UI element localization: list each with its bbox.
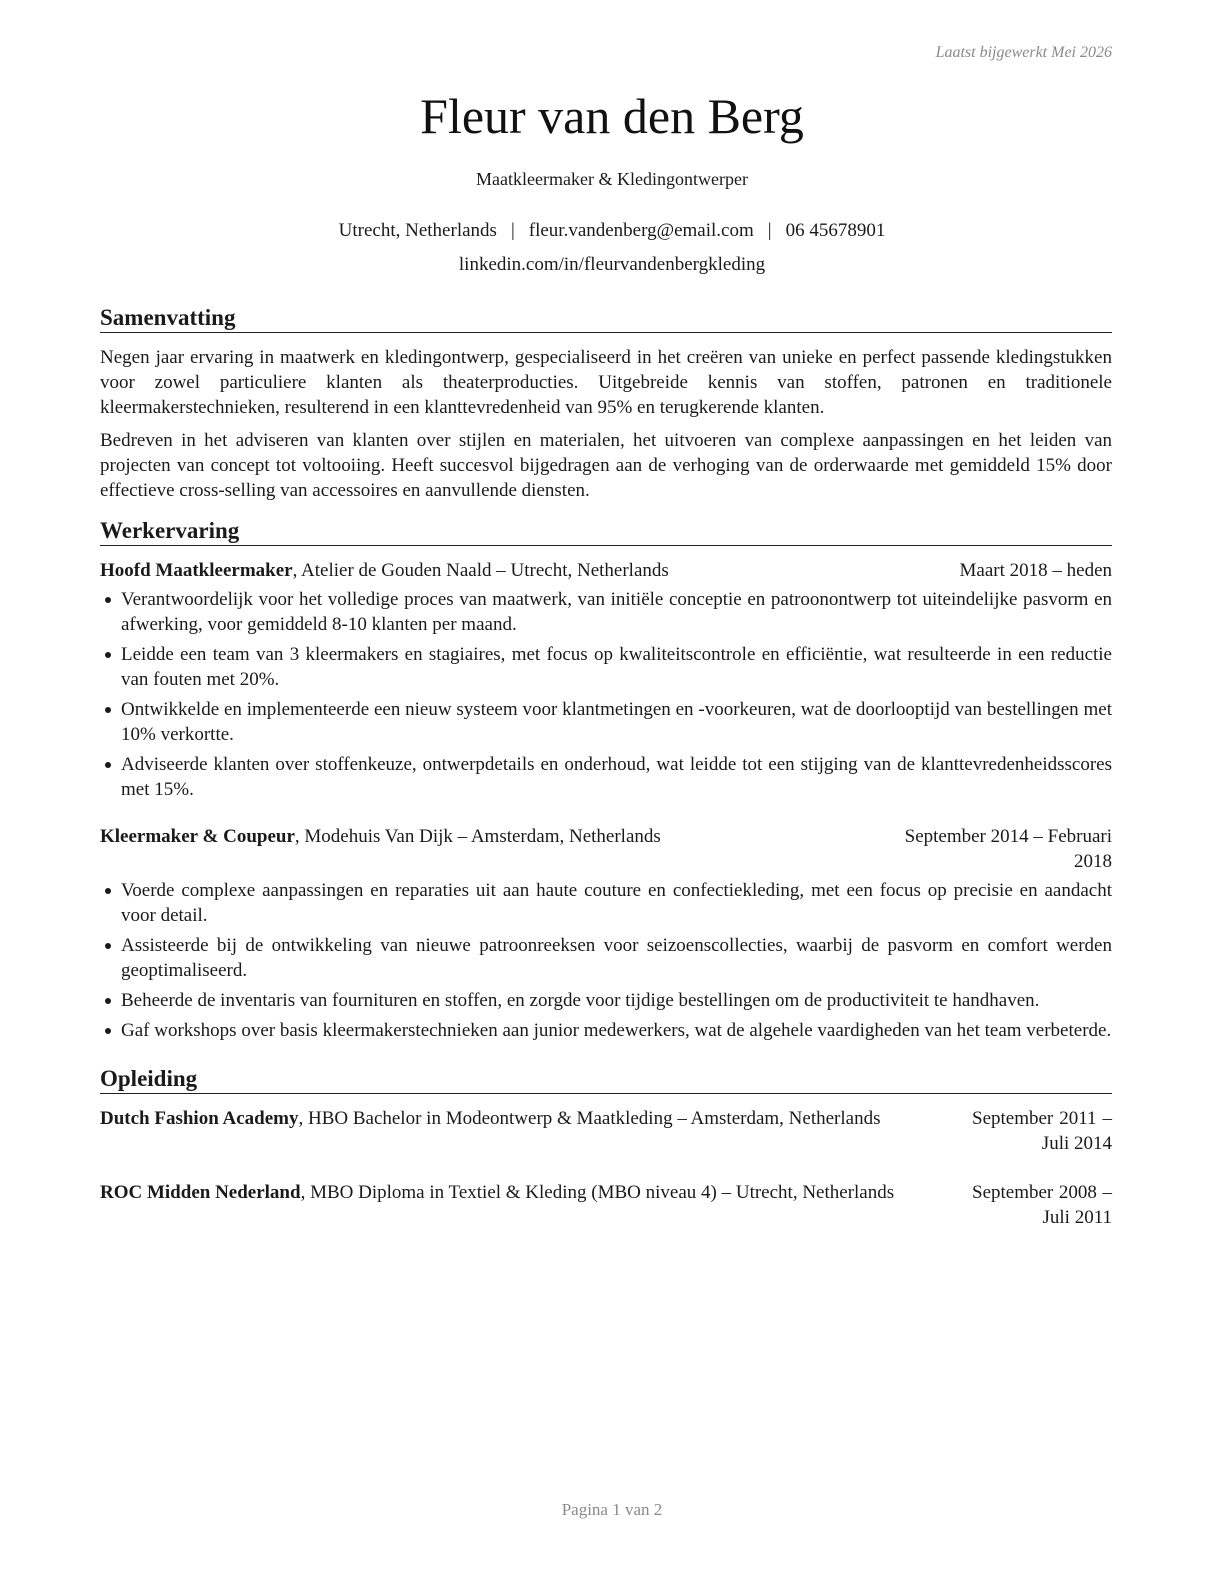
section-title-experience: Werkervaring: [100, 517, 1112, 546]
education-program: , HBO Bachelor in Modeontwerp & Maatkleding – Amsterdam, Netherlands: [298, 1108, 881, 1129]
job-header: [100, 824, 1112, 874]
separator: |: [767, 220, 772, 241]
job-bullets: [100, 878, 1112, 1043]
job-title: Maatkleermaker & Kledingontwerper: [476, 169, 748, 189]
resume-body: [100, 304, 1112, 1254]
linkedin-link[interactable]: linkedin.com/in/fleurvandenbergkleding: [458, 254, 766, 275]
job-dates: September 2014 – Februari 2018: [904, 826, 1112, 872]
summary-paragraph: Bedreven in het adviseren van klanten over stijlen en materialen, het uitvoeren van complexe aanpassingen en het leiden van projecten van concept tot voltooiing. Heeft succesvol bijgedragen aan de verhoging van de orderwaarde met gemiddeld 15% door effectieve cross-selling van accessoires en aanvullende diensten.: [100, 430, 1112, 501]
summary-paragraph: Negen jaar ervaring in maatwerk en kledingontwerp, gespecialiseerd in het creëren van unieke en perfect passende kledingstukken voor zowel particuliere klanten als theaterproducties. Uitgebreide kennis van stoffen, patronen en traditionele kleermakerstechnieken, resulterend in een klanttevredenheid van 95% en terugkerende klanten.: [100, 347, 1112, 418]
education-dates: September 2008 – Juli 2011: [972, 1182, 1112, 1228]
location: Utrecht, Netherlands: [338, 220, 497, 241]
experience-section: [100, 517, 1112, 1043]
job-bullet: Gaf workshops over basis kleermakerstechnieken aan junior medewerkers, wat de algehele vaardigheden van het team verbeterde.: [100, 1018, 1112, 1043]
job-bullet: Adviseerde klanten over stoffenkeuze, ontwerpdetails en onderhoud, wat leidde tot een stijging van de klanttevredenheidsscores met 15%.: [100, 752, 1112, 802]
education-program: , MBO Diploma in Textiel & Kleding (MBO niveau 4) – Utrecht, Netherlands: [300, 1182, 895, 1203]
education-dates: September 2011 – Juli 2014: [972, 1108, 1112, 1154]
job-bullet: Voerde complexe aanpassingen en reparaties uit aan haute couture en confectiekleding, met een focus op precisie en aandacht voor detail.: [100, 878, 1112, 928]
job-organization: , Modehuis Van Dijk – Amsterdam, Netherlands: [294, 826, 661, 847]
education-school: ROC Midden Nederland: [100, 1182, 301, 1203]
last-updated: Laatst bijgewerkt Mei 2026: [935, 44, 1112, 61]
job-bullet: Assisteerde bij de ontwikkeling van nieuwe patroonreeksen voor seizoenscollecties, waarbij de pasvorm en comfort werden geoptimaliseerd.: [100, 933, 1112, 983]
education-section: [100, 1065, 1112, 1230]
email-link[interactable]: fleur.vandenberg@email.com: [528, 220, 754, 241]
education-entry: [100, 1180, 1112, 1230]
job-role: Kleermaker & Coupeur: [100, 826, 295, 847]
person-name: Fleur van den Berg: [420, 88, 804, 144]
job-header: [100, 558, 1112, 583]
job-bullet: Leidde een team van 3 kleermakers en stagiaires, met focus op kwaliteitscontrole en efficiëntie, wat resulteerde in een reductie van fouten met 20%.: [100, 642, 1112, 692]
page-number: Pagina 1 van 2: [561, 1500, 663, 1519]
section-title-summary: Samenvatting: [100, 304, 1112, 333]
job-role: Hoofd Maatkleermaker: [100, 560, 293, 581]
job-role-line: [100, 558, 669, 583]
job-bullets: [100, 587, 1112, 802]
education-entry: [100, 1106, 1112, 1156]
contact-line: [0, 218, 1224, 244]
job-entry: [100, 558, 1112, 802]
education-school: Dutch Fashion Academy: [100, 1108, 299, 1129]
job-entry: [100, 824, 1112, 1043]
separator: |: [510, 220, 515, 241]
job-role-line: [100, 824, 661, 874]
job-organization: , Atelier de Gouden Naald – Utrecht, Netherlands: [292, 560, 669, 581]
phone: 06 45678901: [785, 220, 886, 241]
job-dates: Maart 2018 – heden: [959, 560, 1112, 581]
job-bullet: Verantwoordelijk voor het volledige proces van maatwerk, van initiële conceptie en patroonontwerp tot uiteindelijke pasvorm en afwerking, voor gemiddeld 8-10 klanten per maand.: [100, 587, 1112, 637]
job-bullet: Ontwikkelde en implementeerde een nieuw systeem voor klantmetingen en -voorkeuren, wat de doorlooptijd van bestellingen met 10% verkortte.: [100, 697, 1112, 747]
section-title-education: Opleiding: [100, 1065, 1112, 1094]
job-bullet: Beheerde de inventaris van fournituren en stoffen, en zorgde voor tijdige bestellingen om de productiviteit te handhaven.: [100, 988, 1112, 1013]
summary-section: [100, 304, 1112, 503]
education-detail: [100, 1180, 972, 1230]
education-detail: [100, 1106, 972, 1156]
